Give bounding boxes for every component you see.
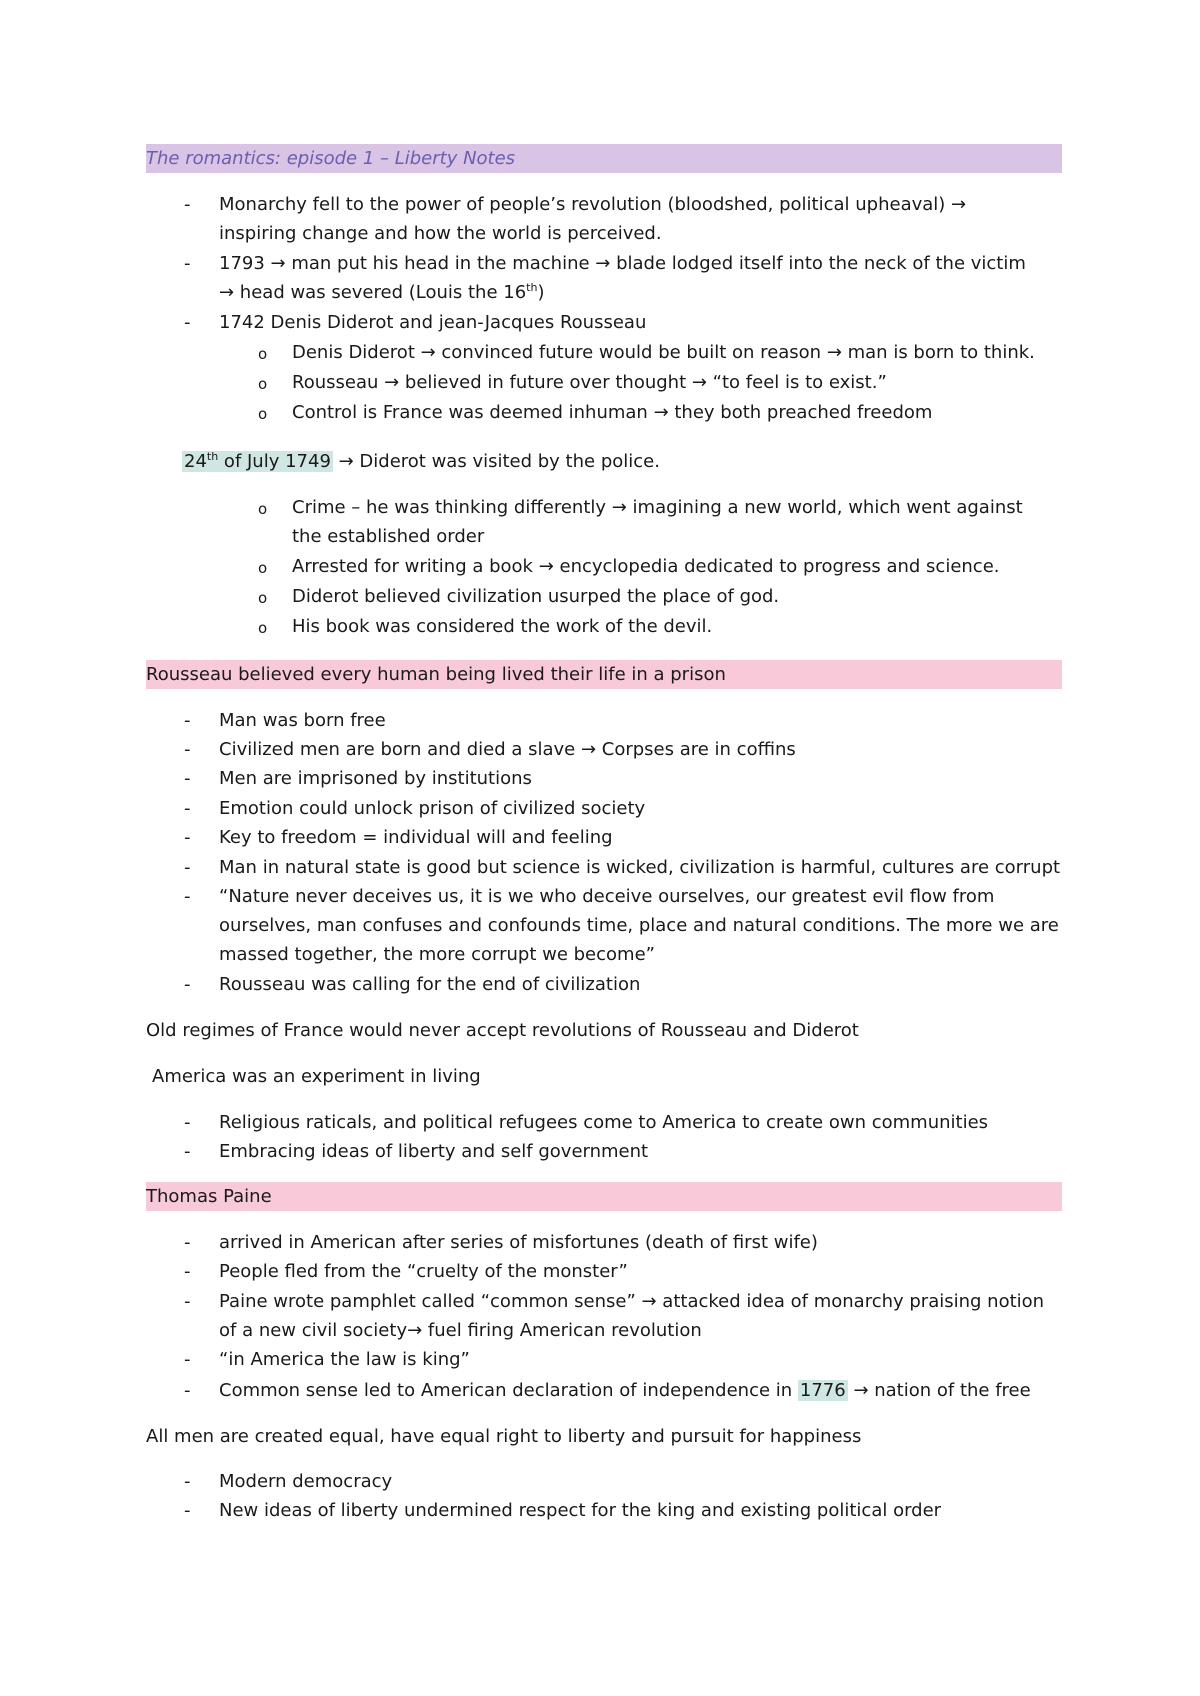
list-item-continuation: inspiring change and how the world is perceived.	[219, 223, 662, 244]
list-item: arrived in American after series of misfortunes (death of first wife)	[219, 1232, 818, 1253]
year-highlight: 1776	[799, 1380, 846, 1401]
superscript: th	[526, 281, 538, 294]
sub-bullet-o: o	[258, 375, 268, 393]
document-title: The romantics: episode 1 – Liberty Notes	[146, 148, 516, 169]
sub-list-item: Control is France was deemed inhuman → they both preached freedom	[292, 402, 933, 423]
bullet-dash: -	[184, 1380, 191, 1401]
paragraph: All men are created equal, have equal right to liberty and pursuit for happiness	[146, 1426, 862, 1447]
sub-list-item: His book was considered the work of the devil.	[292, 616, 713, 637]
bullet-dash: -	[184, 739, 191, 760]
sub-bullet-o: o	[258, 589, 268, 607]
bullet-dash: -	[184, 1471, 191, 1492]
list-item: Monarchy fell to the power of people’s revolution (bloodshed, political upheaval) →	[219, 194, 967, 215]
list-item	[219, 1379, 1031, 1403]
date-superscript: th	[206, 450, 219, 463]
bullet-dash: -	[184, 1261, 191, 1282]
list-item: “Nature never deceives us, it is we who deceive ourselves, our greatest evil flow from	[219, 886, 995, 907]
list-item-continuation: ourselves, man confuses and confounds time, place and natural conditions. The more we are	[219, 915, 1059, 936]
list-item: Embracing ideas of liberty and self government	[219, 1141, 649, 1162]
date-day: 24	[184, 451, 207, 472]
list-item-continuation	[219, 281, 544, 305]
louis-text: → head was severed (Louis the 16	[219, 282, 527, 303]
list-item-continuation: of a new civil society→ fuel firing American revolution	[219, 1320, 702, 1341]
bullet-dash: -	[184, 253, 191, 274]
sub-list-item: Diderot believed civilization usurped the place of god.	[292, 586, 780, 607]
sub-list-item: Rousseau → believed in future over thought → “to feel is to exist.”	[292, 372, 887, 393]
list-item-continuation: massed together, the more corrupt we become”	[219, 944, 655, 965]
bullet-dash: -	[184, 798, 191, 819]
list-item: Men are imprisoned by institutions	[219, 768, 532, 789]
paragraph: America was an experiment in living	[152, 1066, 481, 1087]
bullet-dash: -	[184, 974, 191, 995]
paragraph: Old regimes of France would never accept revolutions of Rousseau and Diderot	[146, 1020, 859, 1041]
paine-heading: Thomas Paine	[146, 1186, 272, 1207]
list-item: 1793 → man put his head in the machine → blade lodged itself into the neck of the victim	[219, 253, 1026, 274]
bullet-dash: -	[184, 1112, 191, 1133]
bullet-dash: -	[184, 768, 191, 789]
list-item: Key to freedom = individual will and feeling	[219, 827, 613, 848]
list-item: Man in natural state is good but science is wicked, civilization is harmful, cultures are corrupt	[219, 857, 1061, 878]
bullet-dash: -	[184, 1500, 191, 1521]
sub-bullet-o: o	[258, 345, 268, 363]
sub-bullet-o: o	[258, 619, 268, 637]
paine-last-post: → nation of the free	[847, 1380, 1031, 1401]
sub-list-item: Denis Diderot → convinced future would be built on reason → man is born to think.	[292, 342, 1035, 363]
bullet-dash: -	[184, 1349, 191, 1370]
date-rest: → Diderot was visited by the police.	[332, 451, 660, 472]
date-month-year: of July 1749	[218, 451, 331, 472]
list-item: Modern democracy	[219, 1471, 393, 1492]
bullet-dash: -	[184, 710, 191, 731]
list-item: Civilized men are born and died a slave → Corpses are in coffins	[219, 739, 796, 760]
list-item: New ideas of liberty undermined respect for the king and existing political order	[219, 1500, 942, 1521]
date-line	[182, 450, 660, 474]
bullet-dash: -	[184, 857, 191, 878]
bullet-dash: -	[184, 312, 191, 333]
bullet-dash: -	[184, 886, 191, 907]
close-paren: )	[537, 282, 545, 303]
sub-bullet-o: o	[258, 500, 268, 518]
list-item: People fled from the “cruelty of the monster”	[219, 1261, 628, 1282]
paine-last-pre: Common sense led to American declaration of independence in	[219, 1380, 798, 1401]
rousseau-heading: Rousseau believed every human being lived their life in a prison	[146, 664, 726, 685]
paine-heading-highlight	[146, 1182, 1062, 1211]
sub-bullet-o: o	[258, 405, 268, 423]
list-item: Religious raticals, and political refugees come to America to create own communities	[219, 1112, 989, 1133]
sub-list-item: Crime – he was thinking differently → imagining a new world, which went against	[292, 497, 1023, 518]
date-highlight	[182, 451, 333, 472]
bullet-dash: -	[184, 1291, 191, 1312]
list-item: “in America the law is king”	[219, 1349, 470, 1370]
list-item: Man was born free	[219, 710, 386, 731]
list-item: 1742 Denis Diderot and jean-Jacques Rousseau	[219, 312, 647, 333]
sub-list-item: Arrested for writing a book → encyclopedia dedicated to progress and science.	[292, 556, 1000, 577]
bullet-dash: -	[184, 1141, 191, 1162]
list-item: Emotion could unlock prison of civilized society	[219, 798, 646, 819]
bullet-dash: -	[184, 1232, 191, 1253]
list-item: Paine wrote pamphlet called “common sense” → attacked idea of monarchy praising notion	[219, 1291, 1045, 1312]
sub-bullet-o: o	[258, 559, 268, 577]
bullet-dash: -	[184, 827, 191, 848]
sub-list-item-continuation: the established order	[292, 526, 485, 547]
list-item: Rousseau was calling for the end of civilization	[219, 974, 641, 995]
bullet-dash: -	[184, 194, 191, 215]
